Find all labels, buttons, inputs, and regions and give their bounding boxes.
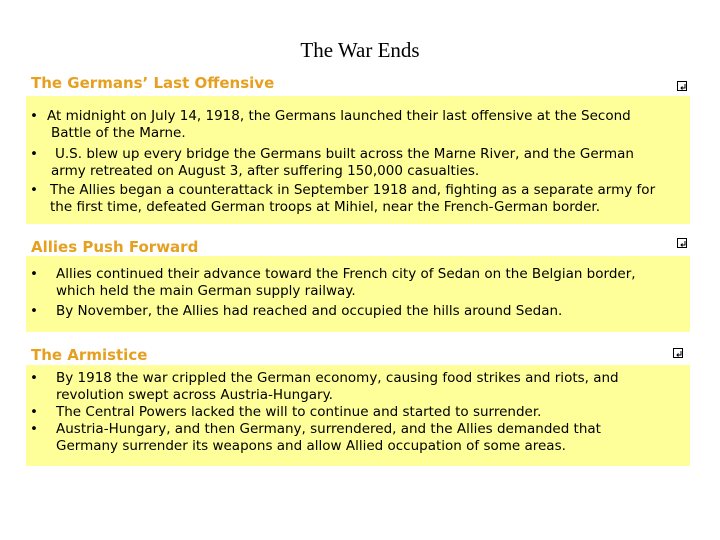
section-heading-last-offensive: The Germans’ Last Offensive bbox=[31, 74, 275, 92]
list-item-text-line: army retreated on August 3, after suffering 150,000 casualties. bbox=[51, 163, 480, 179]
bullet: • bbox=[30, 182, 38, 198]
list-item-text-line: Allies continued their advance toward the French city of Sedan on the Belgian border, bbox=[56, 266, 636, 282]
section-box-last-offensive bbox=[26, 96, 690, 224]
list-item-text-line: Battle of the Marne. bbox=[51, 125, 186, 141]
bullet: • bbox=[30, 404, 38, 420]
list-item-text-line: The Allies began a counterattack in September 1918 and, fighting as a separate army for bbox=[50, 182, 656, 198]
list-item-text-line: At midnight on July 14, 1918, the Germans launched their last offensive at the Second bbox=[47, 108, 631, 124]
list-item-text-line: The Central Powers lacked the will to continue and started to surrender. bbox=[56, 404, 542, 420]
bullet: • bbox=[30, 266, 38, 282]
return-arrow-icon[interactable] bbox=[677, 81, 687, 91]
list-item-text-line: the first time, defeated German troops at Mihiel, near the French-German border. bbox=[50, 199, 601, 215]
list-item-text-line: revolution swept across Austria-Hungary. bbox=[56, 387, 333, 403]
list-item-text-line: U.S. blew up every bridge the Germans built across the Marne River, and the German bbox=[55, 146, 634, 162]
bullet: • bbox=[30, 303, 38, 319]
bullet: • bbox=[30, 146, 38, 162]
bullet: • bbox=[30, 421, 38, 437]
list-item-text-line: By 1918 the war crippled the German economy, causing food strikes and riots, and bbox=[56, 370, 619, 386]
section-heading-armistice: The Armistice bbox=[31, 346, 148, 364]
section-box-armistice bbox=[26, 365, 690, 466]
bullet: • bbox=[30, 108, 38, 124]
return-arrow-icon[interactable] bbox=[673, 348, 683, 358]
list-item-text-line: Austria-Hungary, and then Germany, surrendered, and the Allies demanded that bbox=[56, 421, 601, 437]
section-box-allies-push-forward bbox=[26, 256, 690, 332]
return-arrow-icon[interactable] bbox=[677, 238, 687, 248]
section-heading-allies-push-forward: Allies Push Forward bbox=[31, 238, 199, 256]
list-item-text-line: Germany surrender its weapons and allow Allied occupation of some areas. bbox=[56, 438, 566, 454]
page-title: The War Ends bbox=[300, 38, 420, 62]
bullet: • bbox=[30, 370, 38, 386]
list-item-text-line: By November, the Allies had reached and occupied the hills around Sedan. bbox=[56, 303, 563, 319]
list-item-text-line: which held the main German supply railway. bbox=[56, 283, 356, 299]
